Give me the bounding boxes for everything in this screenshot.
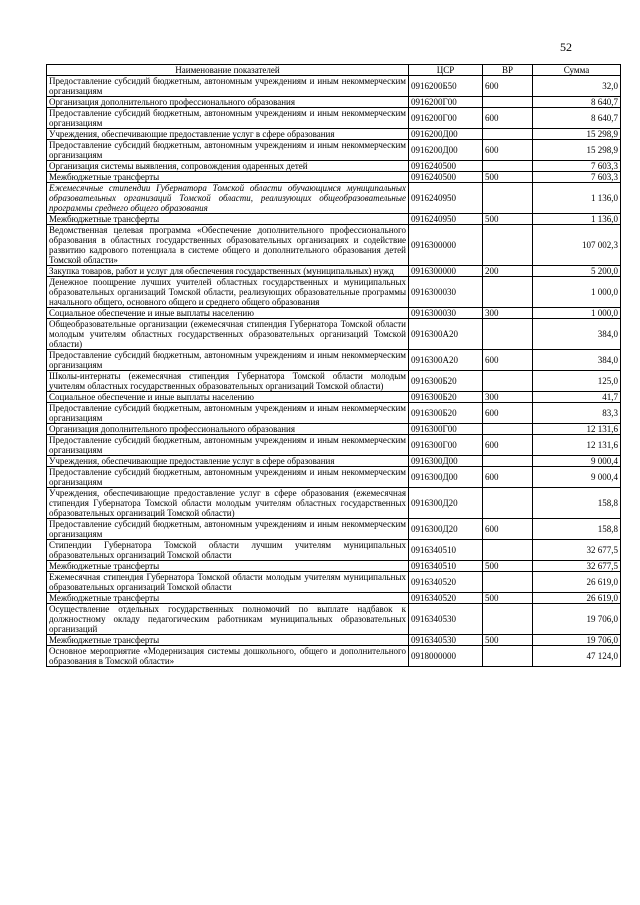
cell-csr: 0916300Д00 (409, 467, 483, 488)
cell-csr: 0916340520 (409, 572, 483, 593)
table-row (47, 593, 621, 604)
cell-vr (483, 277, 533, 308)
header-name: Наименование показателей (47, 65, 409, 76)
cell-csr: 0916340530 (409, 635, 483, 646)
cell-vr: 600 (483, 403, 533, 424)
cell-name: Межбюджетные трансферты (47, 593, 409, 604)
cell-name: Учреждения, обеспечивающие предоставление услуг в сфере образования (47, 456, 409, 467)
cell-sum: 125,0 (533, 371, 621, 392)
cell-vr (483, 161, 533, 172)
header-csr: ЦСР (409, 65, 483, 76)
cell-sum: 12 131,6 (533, 424, 621, 435)
cell-sum: 1 136,0 (533, 183, 621, 214)
cell-name: Закупка товаров, работ и услуг для обеспечения государственных (муниципальных) нужд (47, 266, 409, 277)
cell-name: Общеобразовательные организации (ежемесячная стипендия Губернатора Томской области молодым учителям областных государственных образовательных организаций Томской области) (47, 319, 409, 350)
cell-name: Стипендии Губернатора Томской области лучшим учителям муниципальных образовательных организаций Томской области (47, 540, 409, 561)
cell-csr: 0916200Г00 (409, 108, 483, 129)
cell-vr (483, 488, 533, 519)
budget-table (46, 64, 621, 667)
cell-vr: 600 (483, 140, 533, 161)
table-row (47, 635, 621, 646)
cell-csr: 0918000000 (409, 646, 483, 667)
cell-csr: 0916300Г00 (409, 435, 483, 456)
cell-sum: 8 640,7 (533, 108, 621, 129)
page-number: 52 (560, 40, 572, 54)
cell-name: Предоставление субсидий бюджетным, автономным учреждениям и иным некоммерческим организациям (47, 140, 409, 161)
cell-vr (483, 456, 533, 467)
table-row (47, 371, 621, 392)
cell-vr (483, 183, 533, 214)
cell-csr: 0916300Д20 (409, 488, 483, 519)
cell-vr (483, 424, 533, 435)
cell-name: Ежемесячные стипендии Губернатора Томской области обучающимся муниципальных образовательных организаций Томской области, реализующих общеобразовательные программы среднего общего образования (47, 183, 409, 214)
table-row (47, 225, 621, 266)
cell-sum: 1 136,0 (533, 214, 621, 225)
cell-csr: 0916340510 (409, 561, 483, 572)
cell-csr: 0916300Б20 (409, 371, 483, 392)
cell-csr: 0916240500 (409, 172, 483, 183)
cell-vr (483, 225, 533, 266)
table-row (47, 646, 621, 667)
cell-name: Социальное обеспечение и иные выплаты населению (47, 308, 409, 319)
table-row (47, 456, 621, 467)
cell-name: Организация дополнительного профессионального образования (47, 424, 409, 435)
cell-name: Ежемесячная стипендия Губернатора Томской области молодым учителям муниципальных образовательных организаций Томской области (47, 572, 409, 593)
cell-name: Межбюджетные трансферты (47, 172, 409, 183)
cell-sum: 47 124,0 (533, 646, 621, 667)
cell-vr: 600 (483, 350, 533, 371)
table-row (47, 392, 621, 403)
cell-csr: 0916200Д00 (409, 140, 483, 161)
table-row (47, 467, 621, 488)
cell-vr: 500 (483, 635, 533, 646)
cell-sum: 158,8 (533, 488, 621, 519)
cell-csr: 0916240500 (409, 161, 483, 172)
cell-csr: 0916340520 (409, 593, 483, 604)
cell-name: Межбюджетные трансферты (47, 214, 409, 225)
table-row (47, 214, 621, 225)
cell-sum: 9 000,4 (533, 467, 621, 488)
cell-name: Межбюджетные трансферты (47, 561, 409, 572)
header-vr: ВР (483, 65, 533, 76)
cell-name: Предоставление субсидий бюджетным, автономным учреждениям и иным некоммерческим организациям (47, 435, 409, 456)
cell-vr: 200 (483, 266, 533, 277)
cell-vr: 600 (483, 519, 533, 540)
cell-vr: 500 (483, 172, 533, 183)
table-row (47, 604, 621, 635)
table-row (47, 76, 621, 97)
table-row (47, 572, 621, 593)
table-row (47, 140, 621, 161)
table-row (47, 424, 621, 435)
cell-name: Денежное поощрение лучших учителей областных государственных и муниципальных образовательных организаций Томской области, реализующих образовательные программы начального общего, основного общего и среднего общего образования (47, 277, 409, 308)
cell-name: Организация системы выявления, сопровождения одаренных детей (47, 161, 409, 172)
cell-name: Основное мероприятие «Модернизация системы дошкольного, общего и дополнительного образования в Томской области» (47, 646, 409, 667)
table-row (47, 319, 621, 350)
cell-name: Предоставление субсидий бюджетным, автономным учреждениям и иным некоммерческим организациям (47, 76, 409, 97)
cell-sum: 7 603,3 (533, 172, 621, 183)
cell-sum: 5 200,0 (533, 266, 621, 277)
cell-csr: 0916300Г00 (409, 424, 483, 435)
cell-csr: 0916200Б50 (409, 76, 483, 97)
cell-vr (483, 129, 533, 140)
table-row (47, 308, 621, 319)
cell-vr: 600 (483, 467, 533, 488)
cell-csr: 0916300000 (409, 266, 483, 277)
cell-csr: 0916300030 (409, 308, 483, 319)
cell-name: Организация дополнительного профессионального образования (47, 97, 409, 108)
cell-vr: 500 (483, 214, 533, 225)
table-row (47, 488, 621, 519)
cell-csr: 0916240950 (409, 183, 483, 214)
cell-vr (483, 604, 533, 635)
cell-vr: 300 (483, 392, 533, 403)
cell-vr (483, 97, 533, 108)
cell-name: Предоставление субсидий бюджетным, автономным учреждениям и иным некоммерческим организациям (47, 350, 409, 371)
cell-csr: 0916240950 (409, 214, 483, 225)
cell-vr (483, 540, 533, 561)
cell-vr (483, 646, 533, 667)
cell-sum: 19 706,0 (533, 635, 621, 646)
cell-vr: 600 (483, 108, 533, 129)
cell-sum: 8 640,7 (533, 97, 621, 108)
table-row (47, 266, 621, 277)
header-sum: Сумма (533, 65, 621, 76)
cell-name: Межбюджетные трансферты (47, 635, 409, 646)
cell-sum: 107 002,3 (533, 225, 621, 266)
cell-sum: 83,3 (533, 403, 621, 424)
table-row (47, 129, 621, 140)
cell-vr: 500 (483, 593, 533, 604)
table-row (47, 540, 621, 561)
cell-vr (483, 572, 533, 593)
cell-csr: 0916300Б20 (409, 392, 483, 403)
table-row (47, 403, 621, 424)
table-row (47, 277, 621, 308)
table-row (47, 561, 621, 572)
cell-sum: 12 131,6 (533, 435, 621, 456)
cell-sum: 158,8 (533, 519, 621, 540)
cell-csr: 0916300А20 (409, 350, 483, 371)
table-row (47, 172, 621, 183)
cell-sum: 1 000,0 (533, 308, 621, 319)
cell-csr: 0916200Д00 (409, 129, 483, 140)
cell-sum: 41,7 (533, 392, 621, 403)
cell-sum: 1 000,0 (533, 277, 621, 308)
table-row (47, 108, 621, 129)
table-row (47, 350, 621, 371)
cell-sum: 32,0 (533, 76, 621, 97)
cell-csr: 0916340530 (409, 604, 483, 635)
cell-sum: 32 677,5 (533, 561, 621, 572)
cell-sum: 15 298,9 (533, 129, 621, 140)
table-row (47, 519, 621, 540)
cell-name: Предоставление субсидий бюджетным, автономным учреждениям и иным некоммерческим организациям (47, 519, 409, 540)
cell-name: Предоставление субсидий бюджетным, автономным учреждениям и иным некоммерческим организациям (47, 403, 409, 424)
cell-sum: 15 298,9 (533, 140, 621, 161)
cell-vr: 600 (483, 435, 533, 456)
cell-sum: 26 619,0 (533, 572, 621, 593)
cell-name: Школы-интернаты (ежемесячная стипендия Губернатора Томской области молодым учителям областных государственных образовательных организаций Томской области) (47, 371, 409, 392)
cell-csr: 0916300000 (409, 225, 483, 266)
table-header-row (47, 65, 621, 76)
cell-csr: 0916300Б20 (409, 403, 483, 424)
cell-vr: 300 (483, 308, 533, 319)
cell-csr: 0916200Г00 (409, 97, 483, 108)
cell-name: Социальное обеспечение и иные выплаты населению (47, 392, 409, 403)
cell-csr: 0916300Д20 (409, 519, 483, 540)
table-row (47, 435, 621, 456)
cell-sum: 7 603,3 (533, 161, 621, 172)
cell-sum: 26 619,0 (533, 593, 621, 604)
cell-vr: 500 (483, 561, 533, 572)
cell-name: Предоставление субсидий бюджетным, автономным учреждениям и иным некоммерческим организациям (47, 467, 409, 488)
cell-vr (483, 371, 533, 392)
cell-vr: 600 (483, 76, 533, 97)
table-row (47, 97, 621, 108)
cell-csr: 0916300030 (409, 277, 483, 308)
cell-sum: 9 000,4 (533, 456, 621, 467)
cell-sum: 384,0 (533, 319, 621, 350)
cell-sum: 19 706,0 (533, 604, 621, 635)
cell-name: Учреждения, обеспечивающие предоставление услуг в сфере образования (47, 129, 409, 140)
cell-name: Предоставление субсидий бюджетным, автономным учреждениям и иным некоммерческим организациям (47, 108, 409, 129)
table-row (47, 183, 621, 214)
cell-csr: 0916300Д00 (409, 456, 483, 467)
cell-csr: 0916340510 (409, 540, 483, 561)
cell-name: Учреждения, обеспечивающие предоставление услуг в сфере образования (ежемесячная стипендия Губернатора Томской области молодым учителям областных государственных образовательных организаций Томской области) (47, 488, 409, 519)
cell-sum: 32 677,5 (533, 540, 621, 561)
cell-sum: 384,0 (533, 350, 621, 371)
cell-vr (483, 319, 533, 350)
table-row (47, 161, 621, 172)
cell-csr: 0916300А20 (409, 319, 483, 350)
cell-name: Осуществление отдельных государственных полномочий по выплате надбавок к должностному окладу педагогическим работникам муниципальных образовательных организаций (47, 604, 409, 635)
cell-name: Ведомственная целевая программа «Обеспечение дополнительного профессионального образования в областных государственных образовательных организациях и содействие развитию кадрового потенциала в системе общего и дополнительного образования детей Томской области» (47, 225, 409, 266)
